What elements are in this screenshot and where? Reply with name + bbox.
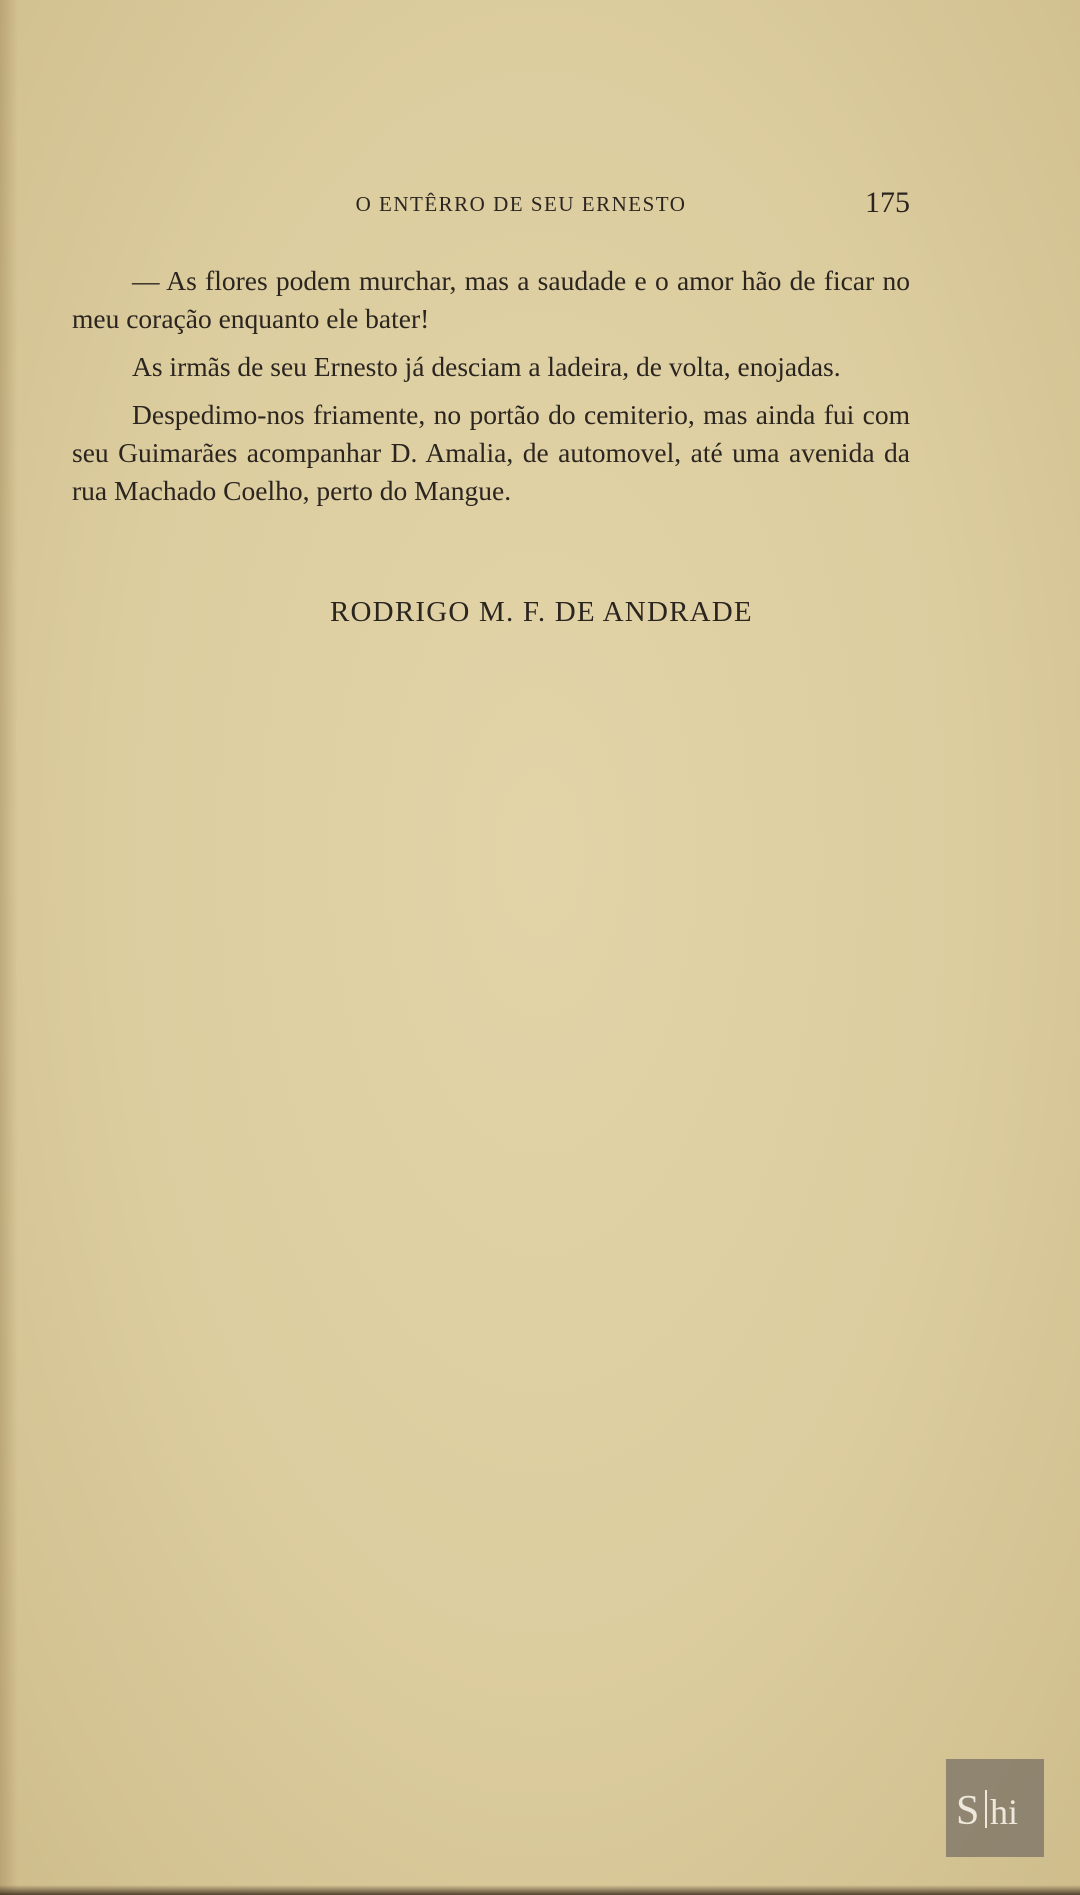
paragraph-3: Despedimo-nos friamente, no portão do cemiterio, mas ainda fui com seu Guimarães acompanhar D. Amalia, de automovel, até uma avenida da rua Machado Coelho, perto do Mangue. bbox=[72, 399, 910, 506]
paragraph-2: As irmãs de seu Ernesto já desciam a ladeira, de volta, enojadas. bbox=[132, 351, 841, 382]
paragraph-1: — As flores podem murchar, mas a saudade e o amor hão de ficar no meu coração enquanto ele bater! bbox=[72, 265, 910, 334]
running-head bbox=[72, 186, 910, 226]
library-watermark-logo bbox=[946, 1759, 1044, 1857]
page-number: 175 bbox=[865, 186, 910, 219]
running-title: O ENTÊRRO DE SEU ERNESTO bbox=[355, 192, 687, 216]
page-edge-bottom bbox=[0, 1885, 1080, 1895]
svg-text:S: S bbox=[956, 1788, 980, 1834]
body-text bbox=[72, 262, 910, 520]
watermark-glyph-icon bbox=[950, 1778, 1040, 1838]
author-signature: RODRIGO M. F. DE ANDRADE bbox=[330, 596, 753, 628]
svg-text:hi: hi bbox=[990, 1792, 1019, 1832]
page-edge-left bbox=[0, 0, 18, 1895]
